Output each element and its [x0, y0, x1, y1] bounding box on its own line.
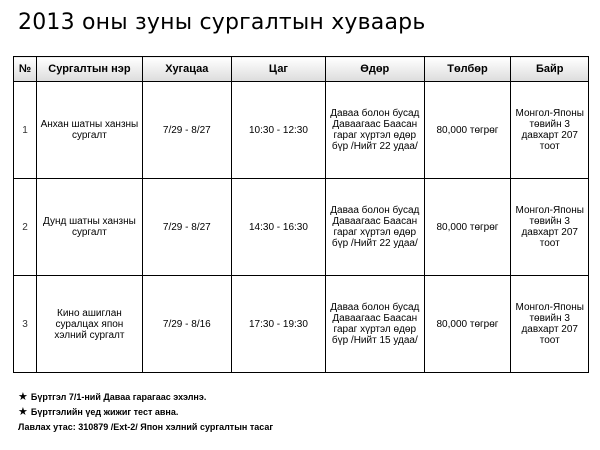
course-location: Монгол-Японы төвийн 3 давхарт 207 тоот [511, 82, 589, 179]
schedule-table [13, 56, 589, 373]
header-location: Байр [511, 57, 589, 82]
course-time: 14:30 - 16:30 [231, 179, 325, 276]
black-star-icon: ★ [18, 391, 28, 403]
course-days: Даваа болон бусад Даваагаас Баасан гараг хүртэл өдөр бүр /Нийт 22 удаа/ [326, 179, 424, 276]
course-location: Монгол-Японы төвийн 3 давхарт 207 тоот [511, 276, 589, 373]
course-location: Монгол-Японы төвийн 3 давхарт 207 тоот [511, 179, 589, 276]
header-days: Өдөр [326, 57, 424, 82]
course-days: Даваа болон бусад Даваагаас Баасан гараг хүртэл өдөр бүр /Нийт 22 удаа/ [326, 82, 424, 179]
header-period: Хугацаа [142, 57, 231, 82]
black-star-icon: ★ [18, 406, 28, 418]
course-days: Даваа болон бусад Даваагаас Баасан гараг хүртэл өдөр бүр /Нийт 15 удаа/ [326, 276, 424, 373]
course-fee: 80,000 төгрөг [424, 276, 511, 373]
course-fee: 80,000 төгрөг [424, 82, 511, 179]
course-time: 10:30 - 12:30 [231, 82, 325, 179]
row-number: 2 [14, 179, 37, 276]
row-number: 1 [14, 82, 37, 179]
note-test [18, 405, 273, 420]
note-test-text: Бүртгэлийн үед жижиг тест авна. [30, 407, 179, 417]
header-time: Цаг [231, 57, 325, 82]
contact-info: Лавлах утас: 310879 /Ext-2/ Япон хэлний сургалтын тасаг [18, 422, 274, 432]
course-time: 17:30 - 19:30 [231, 276, 325, 373]
table-row [14, 82, 589, 179]
course-period: 7/29 - 8/16 [142, 276, 231, 373]
note-registration-text: Бүртгэл 7/1-ний Даваа гарагаас эхэлнэ. [30, 392, 207, 402]
notes [18, 390, 273, 435]
table-row [14, 276, 589, 373]
course-period: 7/29 - 8/27 [142, 179, 231, 276]
row-number: 3 [14, 276, 37, 373]
table-row [14, 179, 589, 276]
table-header-row [14, 57, 589, 82]
header-course-name: Сургалтын нэр [37, 57, 143, 82]
header-fee: Төлбөр [424, 57, 511, 82]
header-number: № [14, 57, 37, 82]
page-title: 2013 оны зуны сургалтын хуваарь [18, 10, 426, 35]
course-name: Дунд шатны ханзны сургалт [37, 179, 143, 276]
course-fee: 80,000 төгрөг [424, 179, 511, 276]
course-period: 7/29 - 8/27 [142, 82, 231, 179]
note-registration [18, 390, 273, 405]
course-name: Анхан шатны ханзны сургалт [37, 82, 143, 179]
course-name: Кино ашиглан суралцах япон хэлний сургалт [37, 276, 143, 373]
